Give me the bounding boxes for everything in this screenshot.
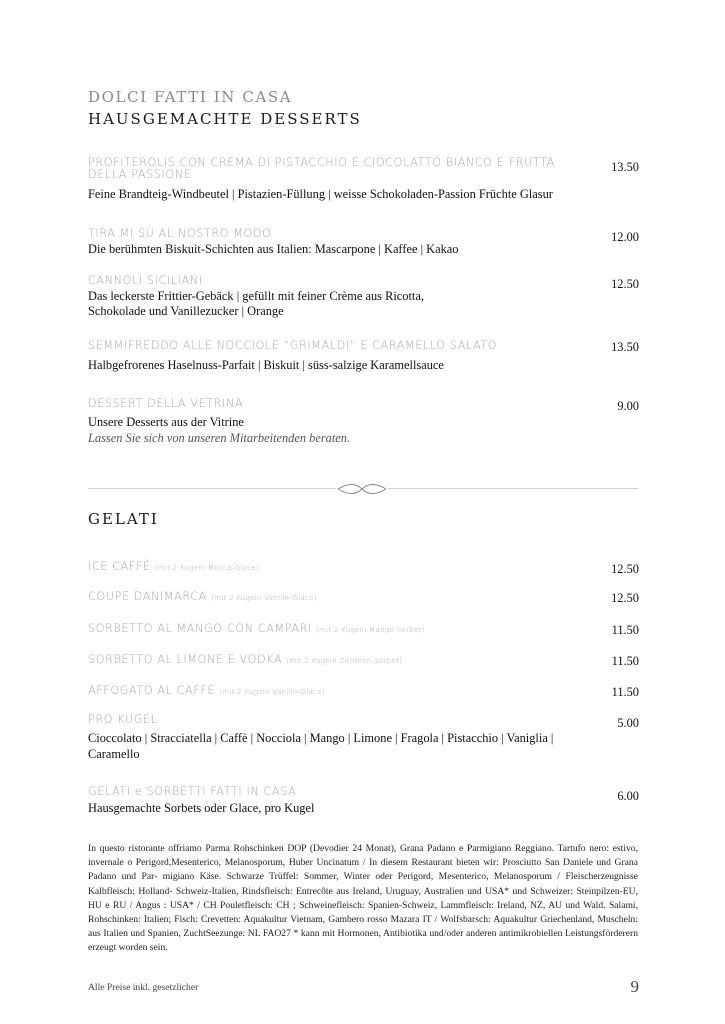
item-title: DESSERT DELLA VETRINA bbox=[88, 397, 244, 410]
page-number: 9 bbox=[630, 977, 639, 996]
item-price: 11.50 bbox=[611, 623, 639, 637]
item-title: PROFITEROLIS CON CREMA DI PISTACCHIO E CIOCOLATTO BIANCO E FRUTTA DELLA PASSIONE bbox=[88, 156, 555, 181]
origin-footnote: In questo ristorante offriamo Parma Rohschinken DOP (Devodier 24 Monat), Grana Padano e Parmigiano Reggiano. Tartufo nero: estivo, invernale o Perigord,Mesenterico, Melanosporum, Huber Uncinatum / In diesem Restaurant bieten wir: Prosciutto San Daniele und Grana Padano und Par- migiano Käse. Schwarze Trüffel: Sommer, Winter oder Perigord, Mesenterico, Melanosporum / Fleischerzeugnisse Kalbfleisch: Holland- Schweiz-Italien, Rindsfleisch: Entrecôte aus Ireland, Uruguay, Australien und USA* und Schweizer: Steinpilzen-EU, HU e RU / Angus : USA* / CH Pouletfleisch: CH ; Schweinefleisch: Spanien-Schweiz, Lammfleisch: Ireland, NZ, AU und Wald. Salami, Rohschinken: Italien; Fisch: Crevetten: Aquakultur Vietnam, Gambero rosso Mazara IT / Wolfsbarsch: Aquakultur Griechenland, Muscheln: aus Italien und Spanien, ZuchtSeezunge: NL FAO27 * kann mit Hormonen, Antibiotika und/oder anderen antimikrobiellen Leistungsförderern erzeugt worden sein. bbox=[88, 843, 638, 954]
item-description: Unsere Desserts aus der Vitrine bbox=[88, 415, 244, 429]
section-heading-german: HAUSGEMACHTE DESSERTS bbox=[88, 110, 362, 128]
item-price: 13.50 bbox=[611, 160, 639, 174]
item-title: GELATI e SORBETTI FATTI IN CASA bbox=[88, 785, 297, 798]
item-title: TIRA MI SÙ AL NOSTRO MODO bbox=[88, 227, 272, 240]
gelati-heading: GELATI bbox=[88, 510, 159, 528]
item-title: SORBETTO AL LIMONE E VODKA bbox=[88, 653, 283, 666]
item-price: 12.00 bbox=[611, 230, 639, 244]
item-subtitle: (mit 2 Kugeln Vanille-Glace) bbox=[211, 594, 317, 602]
item-description: Feine Brandteig-Windbeutel | Pistazien-Füllung | weisse Schokoladen-Passion Früchte Glasur bbox=[88, 187, 553, 201]
item-title: PRO KUGEL bbox=[88, 713, 158, 726]
item-price: 6.00 bbox=[617, 789, 639, 803]
item-subtitle: (mit 2 Kugeln Mango-Sorbet) bbox=[316, 626, 425, 634]
item-title: SORBETTO AL MANGO CON CAMPARI bbox=[88, 622, 312, 635]
item-price: 12.50 bbox=[611, 591, 639, 605]
item-title: COUPE DANIMARCA bbox=[88, 590, 207, 603]
item-title: CANNOLI SICILIANI bbox=[88, 274, 203, 287]
item-description: Das leckerste Frittier-Gebäck | gefüllt mit feiner Crème aus Ricotta, bbox=[88, 289, 424, 303]
item-title: SEMMIFREDDO ALLE NOCCIOLE “GRIMALDI” E CARAMELLO SALATO bbox=[88, 339, 498, 352]
item-description-line2: Schokolade und Vanillezucker | Orange bbox=[88, 304, 284, 318]
item-subtitle: (mit 2 Kugeln Mocca-Glace) bbox=[154, 564, 260, 572]
ornament-icon bbox=[336, 482, 388, 496]
item-price: 5.00 bbox=[617, 716, 639, 730]
item-price: 12.50 bbox=[611, 277, 639, 291]
item-title: AFFOGATO AL CAFFÈ bbox=[88, 684, 216, 697]
item-title: ICE CAFFÈ bbox=[88, 560, 151, 573]
item-description: Cioccolato | Stracciatella | Caffè | Nocciola | Mango | Limone | Fragola | Pistacchio | Vaniglia | bbox=[88, 731, 554, 745]
item-description: Die berühmten Biskuit-Schichten aus Italien: Mascarpone | Kaffee | Kakao bbox=[88, 242, 459, 256]
item-price: 12.50 bbox=[611, 562, 639, 576]
item-description: Hausgemachte Sorbets oder Glace, pro Kugel bbox=[88, 801, 315, 815]
item-price: 13.50 bbox=[611, 340, 639, 354]
item-price: 9.00 bbox=[617, 399, 639, 413]
section-heading-italian: DOLCI FATTI IN CASA bbox=[88, 88, 293, 106]
item-note: Lassen Sie sich von unseren Mitarbeitenden beraten. bbox=[88, 431, 351, 445]
item-description: Halbgefrorenes Haselnuss-Parfait | Biskuit | süss-salzige Karamellsauce bbox=[88, 358, 444, 372]
footer-price-note: Alle Preise inkl. gesetzlicher bbox=[88, 982, 199, 993]
item-subtitle: (mit 2 Kugeln Vanille-Glace) bbox=[219, 688, 325, 696]
item-subtitle: (mit 2 Kugeln Zitronen-Sorbet) bbox=[286, 657, 403, 665]
item-description-line2: Caramello bbox=[88, 747, 140, 761]
item-price: 11.50 bbox=[611, 654, 639, 668]
item-price: 11.50 bbox=[611, 685, 639, 699]
